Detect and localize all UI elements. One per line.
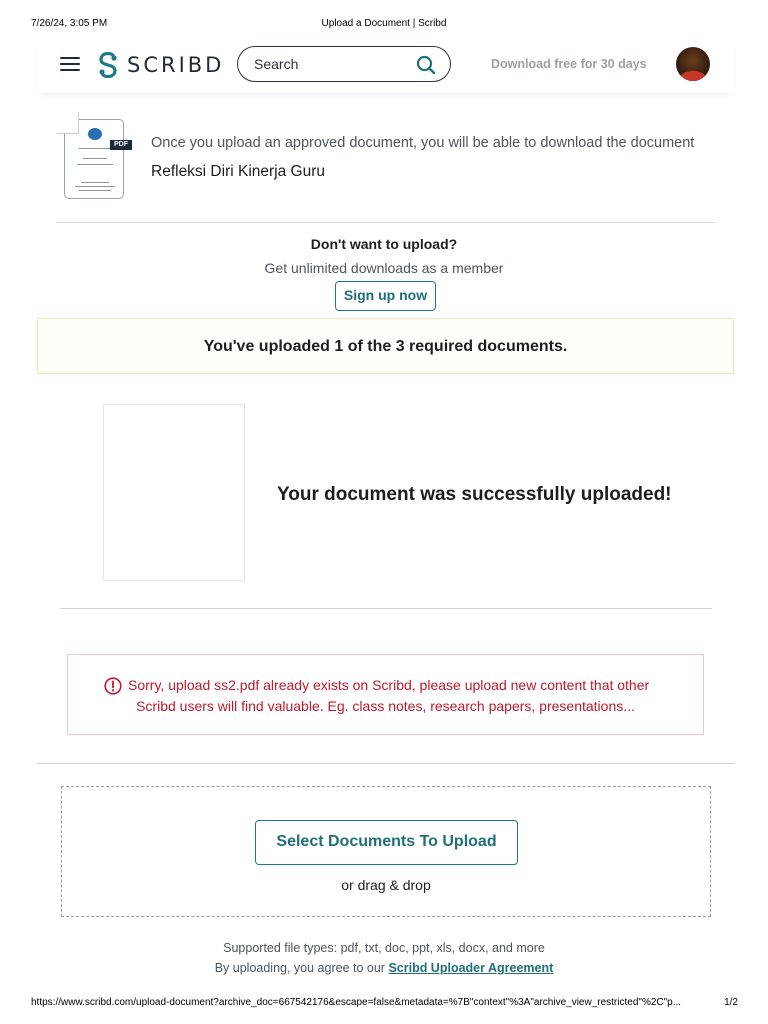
top-navigation <box>37 36 734 93</box>
divider <box>60 608 712 609</box>
agreement-prefix: By uploading, you agree to our <box>214 961 389 975</box>
upload-progress-text: You've uploaded 1 of the 3 required documents. <box>203 338 568 355</box>
upsell-subtext: Get unlimited downloads as a member <box>264 260 504 276</box>
divider <box>37 763 734 764</box>
select-documents-button[interactable]: Select Documents To Upload <box>255 820 518 865</box>
print-date: 7/26/24, 3:05 PM <box>31 18 108 29</box>
divider <box>56 222 716 223</box>
scribd-logo-icon <box>97 52 119 78</box>
error-text-line2: Scribd users will find valuable. Eg. class notes, research papers, presentations... <box>136 698 635 714</box>
download-free-link[interactable]: Download free for 30 days <box>491 57 647 71</box>
print-url: https://www.scribd.com/upload-document?archive_doc=667542176&escape=false&metadata=%7B"context"%3A"archive_view_restricted"%2C"p... <box>31 997 682 1008</box>
document-title: Refleksi Diri Kinerja Guru <box>151 163 325 180</box>
uploader-agreement-notice <box>0 961 768 975</box>
hamburger-icon[interactable] <box>60 57 80 71</box>
scribd-logo[interactable] <box>97 52 224 78</box>
error-alert <box>67 654 704 735</box>
sign-up-button[interactable]: Sign up now <box>335 281 436 311</box>
document-thumbnail <box>64 119 124 199</box>
avatar[interactable] <box>676 47 710 81</box>
print-page-number: 1/2 <box>724 997 738 1008</box>
upload-dropzone[interactable] <box>61 786 711 917</box>
search-box[interactable] <box>237 46 451 82</box>
drag-drop-hint: or drag & drop <box>341 877 431 893</box>
upsell-heading: Don't want to upload? <box>310 236 458 252</box>
logo-text: SCRIBD <box>127 53 225 77</box>
seal-image <box>88 128 102 140</box>
document-preview <box>103 404 245 581</box>
upload-progress-banner <box>37 318 734 374</box>
page-fold <box>57 112 79 134</box>
download-note: Once you upload an approved document, you will be able to download the document <box>151 135 695 151</box>
search-icon[interactable] <box>416 55 436 75</box>
uploader-agreement-link[interactable]: Scribd Uploader Agreement <box>388 961 554 975</box>
error-text-line1: Sorry, upload ss2.pdf already exists on Scribd, please upload new content that other <box>128 677 650 693</box>
error-alert-icon <box>104 677 122 695</box>
success-message: Your document was successfully uploaded! <box>277 484 672 505</box>
pdf-badge: PDF <box>110 140 132 150</box>
search-input[interactable] <box>254 56 404 72</box>
print-title: Upload a Document | Scribd <box>321 18 447 29</box>
supported-file-types: Supported file types: pdf, txt, doc, ppt, xls, docx, and more <box>223 941 545 955</box>
